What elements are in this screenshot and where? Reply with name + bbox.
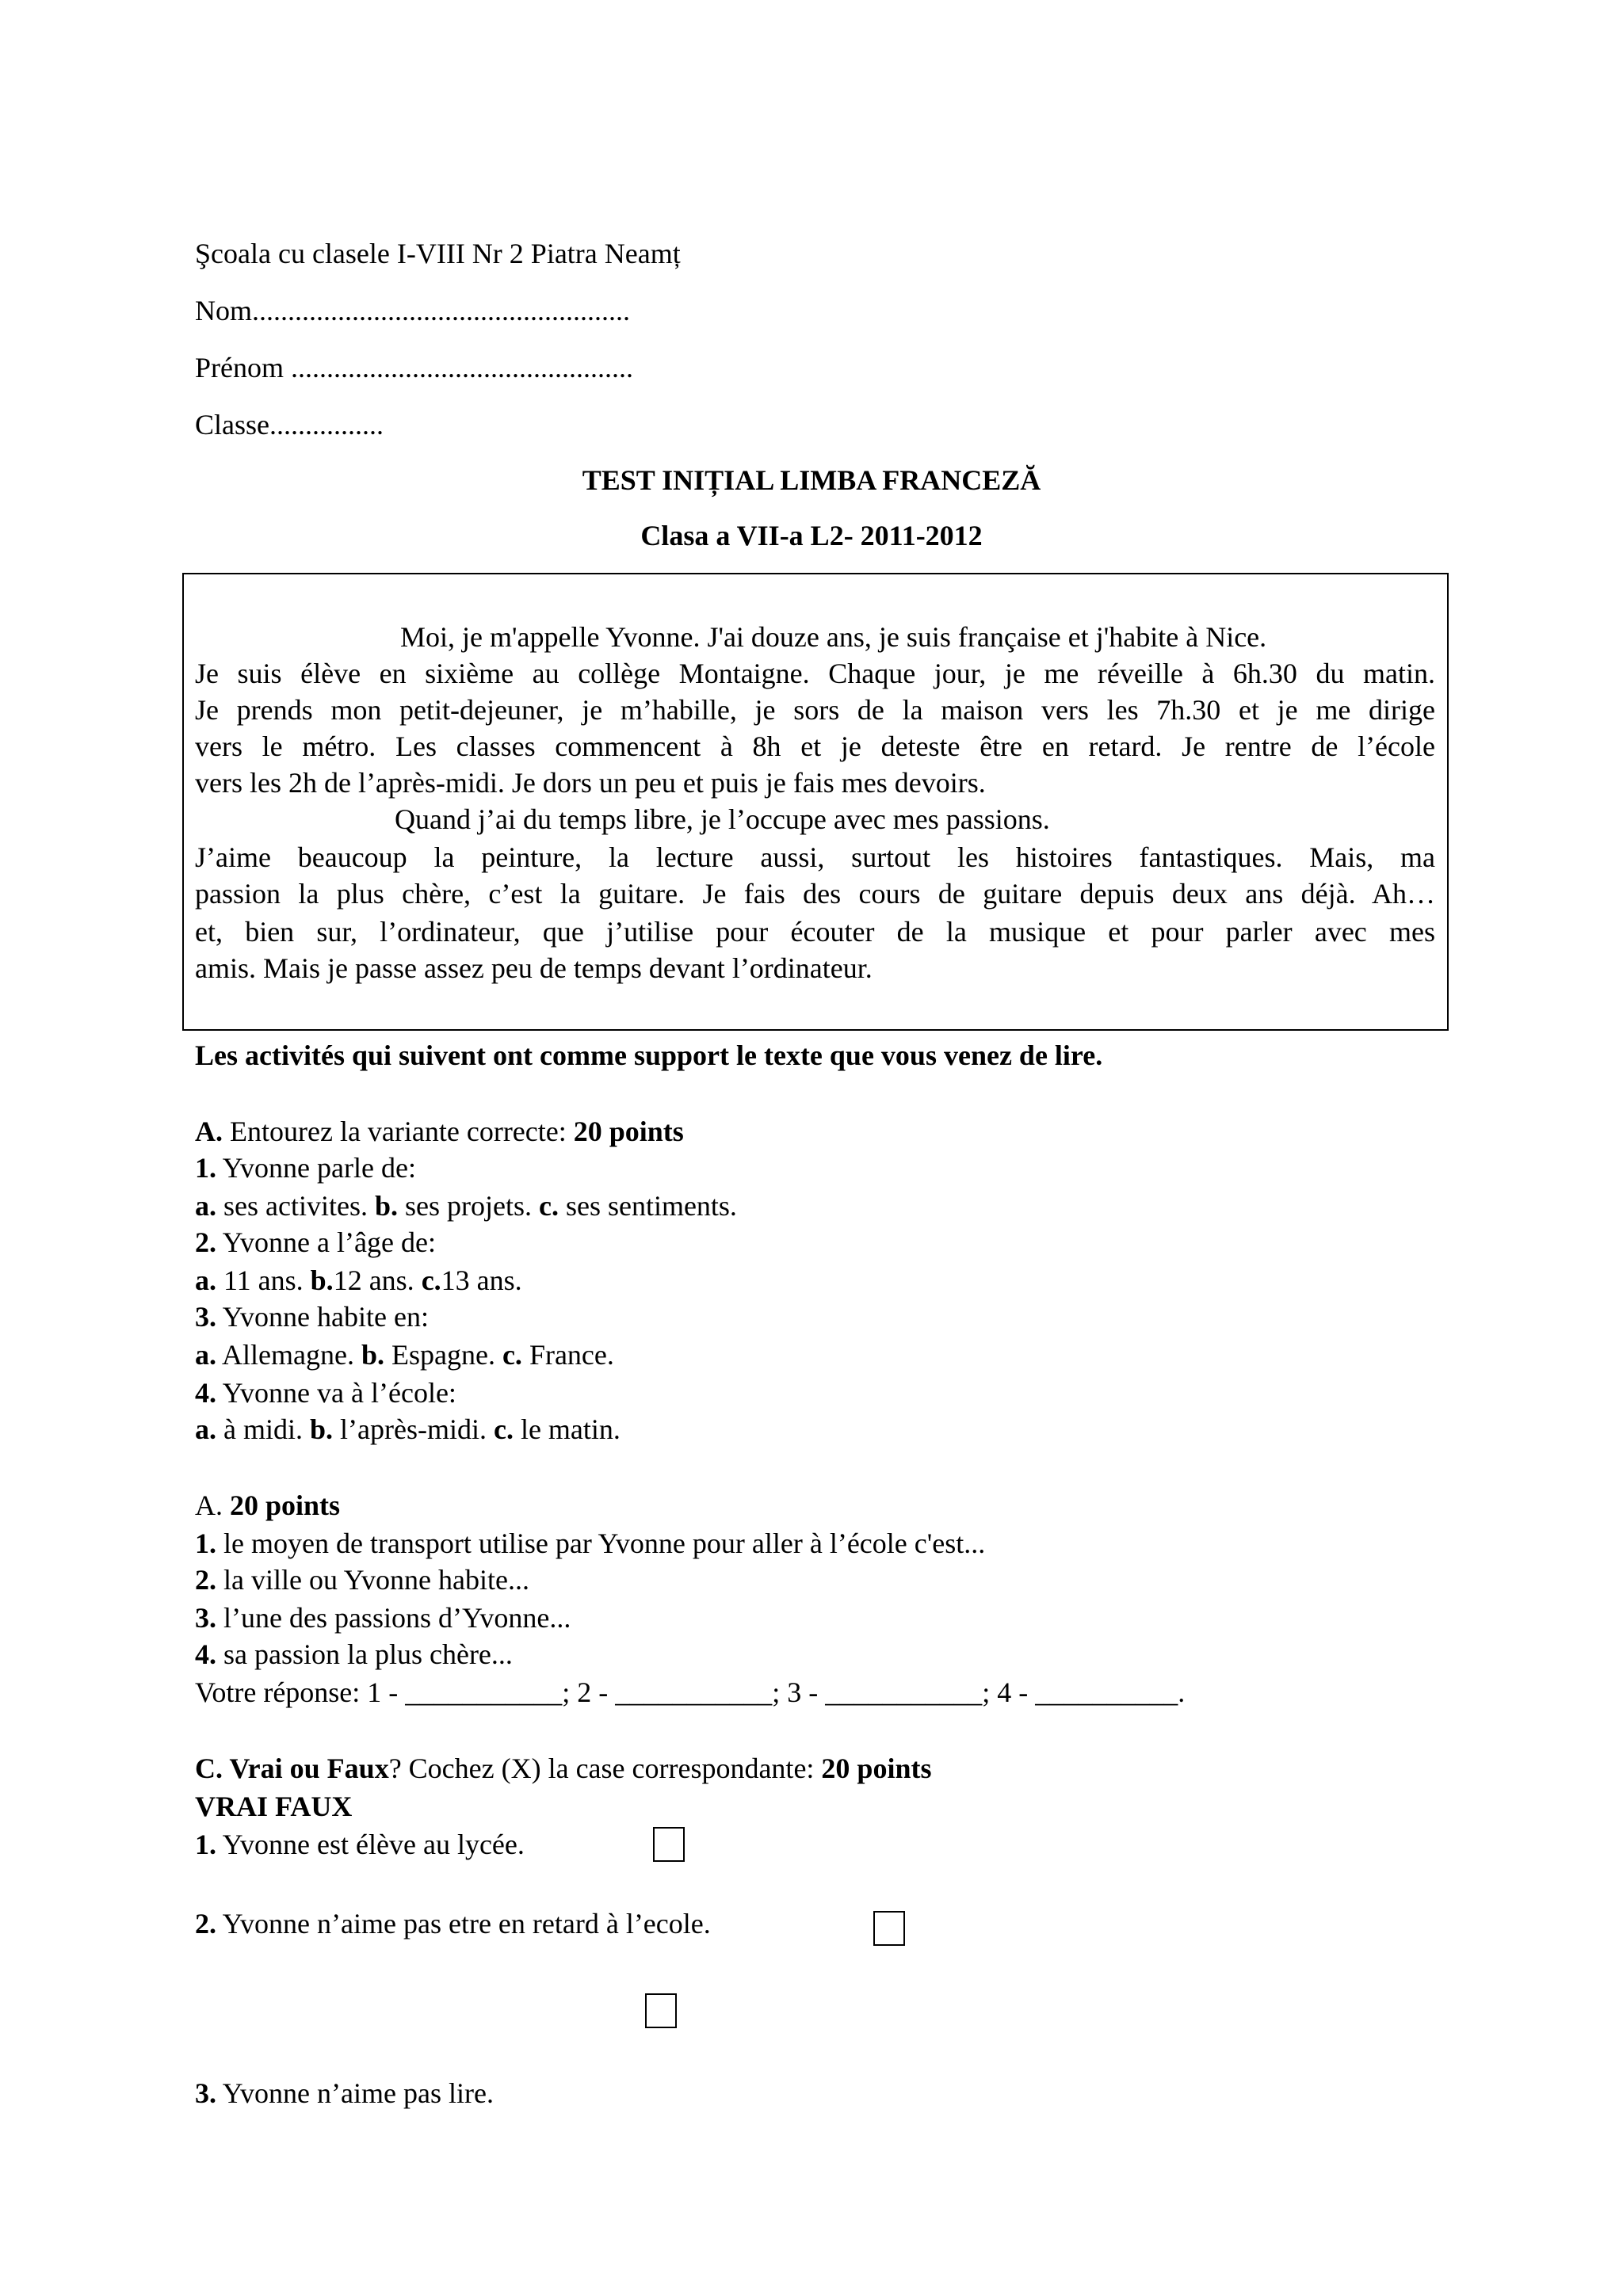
passage-line: passion la plus chère, c’est la guitare. Je fais des cours de guitare depuis deux ans déjà. Ah… [195, 878, 1435, 910]
answer-options: a. à midi. b. l’après-midi. c. le matin. [195, 1413, 621, 1445]
statement: 3. Yvonne n’aime pas lire. [195, 2077, 494, 2109]
passage-line: vers les 2h de l’après-midi. Je dors un peu et puis je fais mes devoirs. [195, 767, 986, 799]
activities-instruction: Les activités qui suivent ont comme support le texte que vous venez de lire. [195, 1039, 1103, 1071]
passage-line: Moi, je m'appelle Yvonne. J'ai douze ans, je suis française et j'habite à Nice. [400, 621, 1267, 653]
school-name: Şcoala cu clasele I-VIII Nr 2 Piatra Neamț [195, 238, 681, 269]
nom-field: Nom..................................................... [195, 295, 630, 326]
section-c-heading: C. Vrai ou Faux? Cochez (X) la case correspondante: 20 points [195, 1753, 932, 1784]
answer-blanks[interactable]: Votre réponse: 1 - ___________; 2 - ___________; 3 - ___________; 4 - __________. [195, 1676, 1186, 1708]
passage-line: J’aime beaucoup la peinture, la lecture aussi, surtout les histoires fantastiques. Mais, ma [195, 841, 1435, 873]
checkbox[interactable] [653, 1827, 685, 1862]
completion-item: 3. l’une des passions d’Yvonne... [195, 1602, 571, 1634]
passage-line: Je prends mon petit-dejeuner, je m’habille, je sors de la maison vers les 7h.30 et je me dirige [195, 694, 1435, 726]
completion-item: 2. la ville ou Yvonne habite... [195, 1564, 529, 1596]
page-title: TEST INIȚIAL LIMBA FRANCEZĂ [582, 464, 1041, 496]
page-subtitle: Clasa a VII-a L2- 2011-2012 [640, 520, 983, 551]
question: 3. Yvonne habite en: [195, 1301, 429, 1333]
passage-line: et, bien sur, l’ordinateur, que j’utilise pour écouter de la musique et pour parler avec mes [195, 916, 1435, 948]
passage-line: amis. Mais je passe assez peu de temps devant l’ordinateur. [195, 952, 873, 984]
vrai-faux-columns: VRAI FAUX [195, 1791, 353, 1822]
section-b-heading: A. 20 points [195, 1489, 341, 1521]
passage-line: Je suis élève en sixième au collège Montaigne. Chaque jour, je me réveille à 6h.30 du matin. [195, 658, 1435, 689]
answer-options: a. 11 ans. b.12 ans. c.13 ans. [195, 1264, 522, 1296]
classe-field: Classe................ [195, 409, 384, 441]
answer-options: a. Allemagne. b. Espagne. c. France. [195, 1339, 614, 1371]
checkbox[interactable] [645, 1993, 677, 2028]
statement: 2. Yvonne n’aime pas etre en retard à l’ecole. [195, 1908, 711, 1939]
question: 1. Yvonne parle de: [195, 1152, 416, 1184]
checkbox[interactable] [873, 1911, 905, 1946]
question: 2. Yvonne a l’âge de: [195, 1226, 436, 1258]
completion-item: 1. le moyen de transport utilise par Yvonne pour aller à l’école c'est... [195, 1527, 986, 1559]
section-a-heading: A. Entourez la variante correcte: 20 points [195, 1116, 684, 1147]
statement: 1. Yvonne est élève au lycée. [195, 1829, 525, 1860]
passage-line: vers le métro. Les classes commencent à 8h et je deteste être en retard. Je rentre de l’école [195, 730, 1435, 762]
answer-options: a. ses activites. b. ses projets. c. ses sentiments. [195, 1190, 737, 1222]
question: 4. Yvonne va à l’école: [195, 1377, 456, 1409]
passage-line: Quand j’ai du temps libre, je l’occupe avec mes passions. [395, 803, 1050, 835]
prenom-field: Prénom ................................................ [195, 352, 633, 383]
completion-item: 4. sa passion la plus chère... [195, 1638, 513, 1670]
